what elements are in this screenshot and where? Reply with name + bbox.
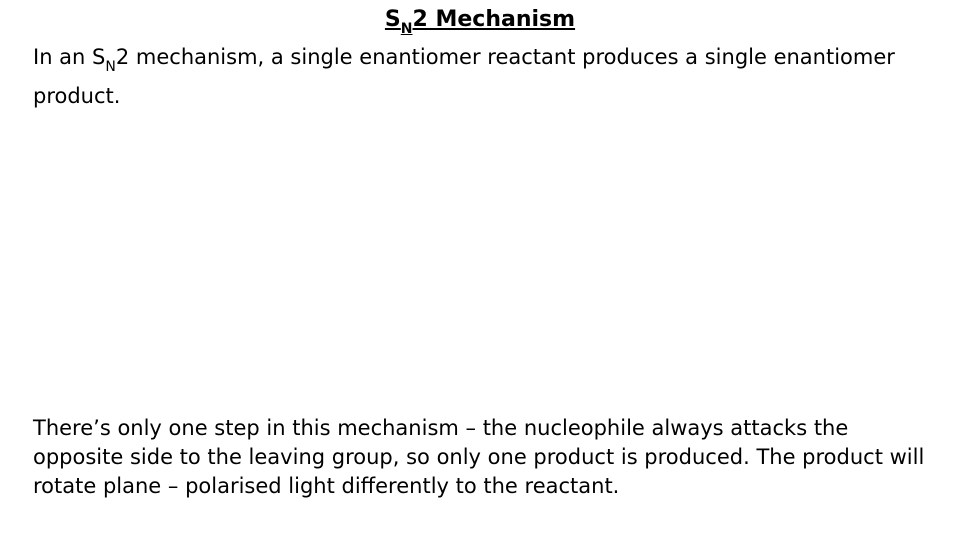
explanation-paragraph: There’s only one step in this mechanism – the nucleophile always attacks the opposite side to the leaving group, so only one product is produced. The product will rotate plane – polarised light differently to the reactant. <box>33 416 925 498</box>
intro-subscript: N <box>105 59 116 75</box>
intro-text-before: In an S <box>33 45 106 69</box>
intro-paragraph <box>33 43 933 111</box>
slide-title <box>0 5 960 44</box>
title-prefix: S <box>384 7 401 32</box>
title-subscript: N <box>400 21 413 37</box>
intro-text-after: 2 mechanism, a single enantiomer reactant produces a single enantiomer product. <box>33 45 895 108</box>
title-suffix: 2 Mechanism <box>412 7 576 32</box>
